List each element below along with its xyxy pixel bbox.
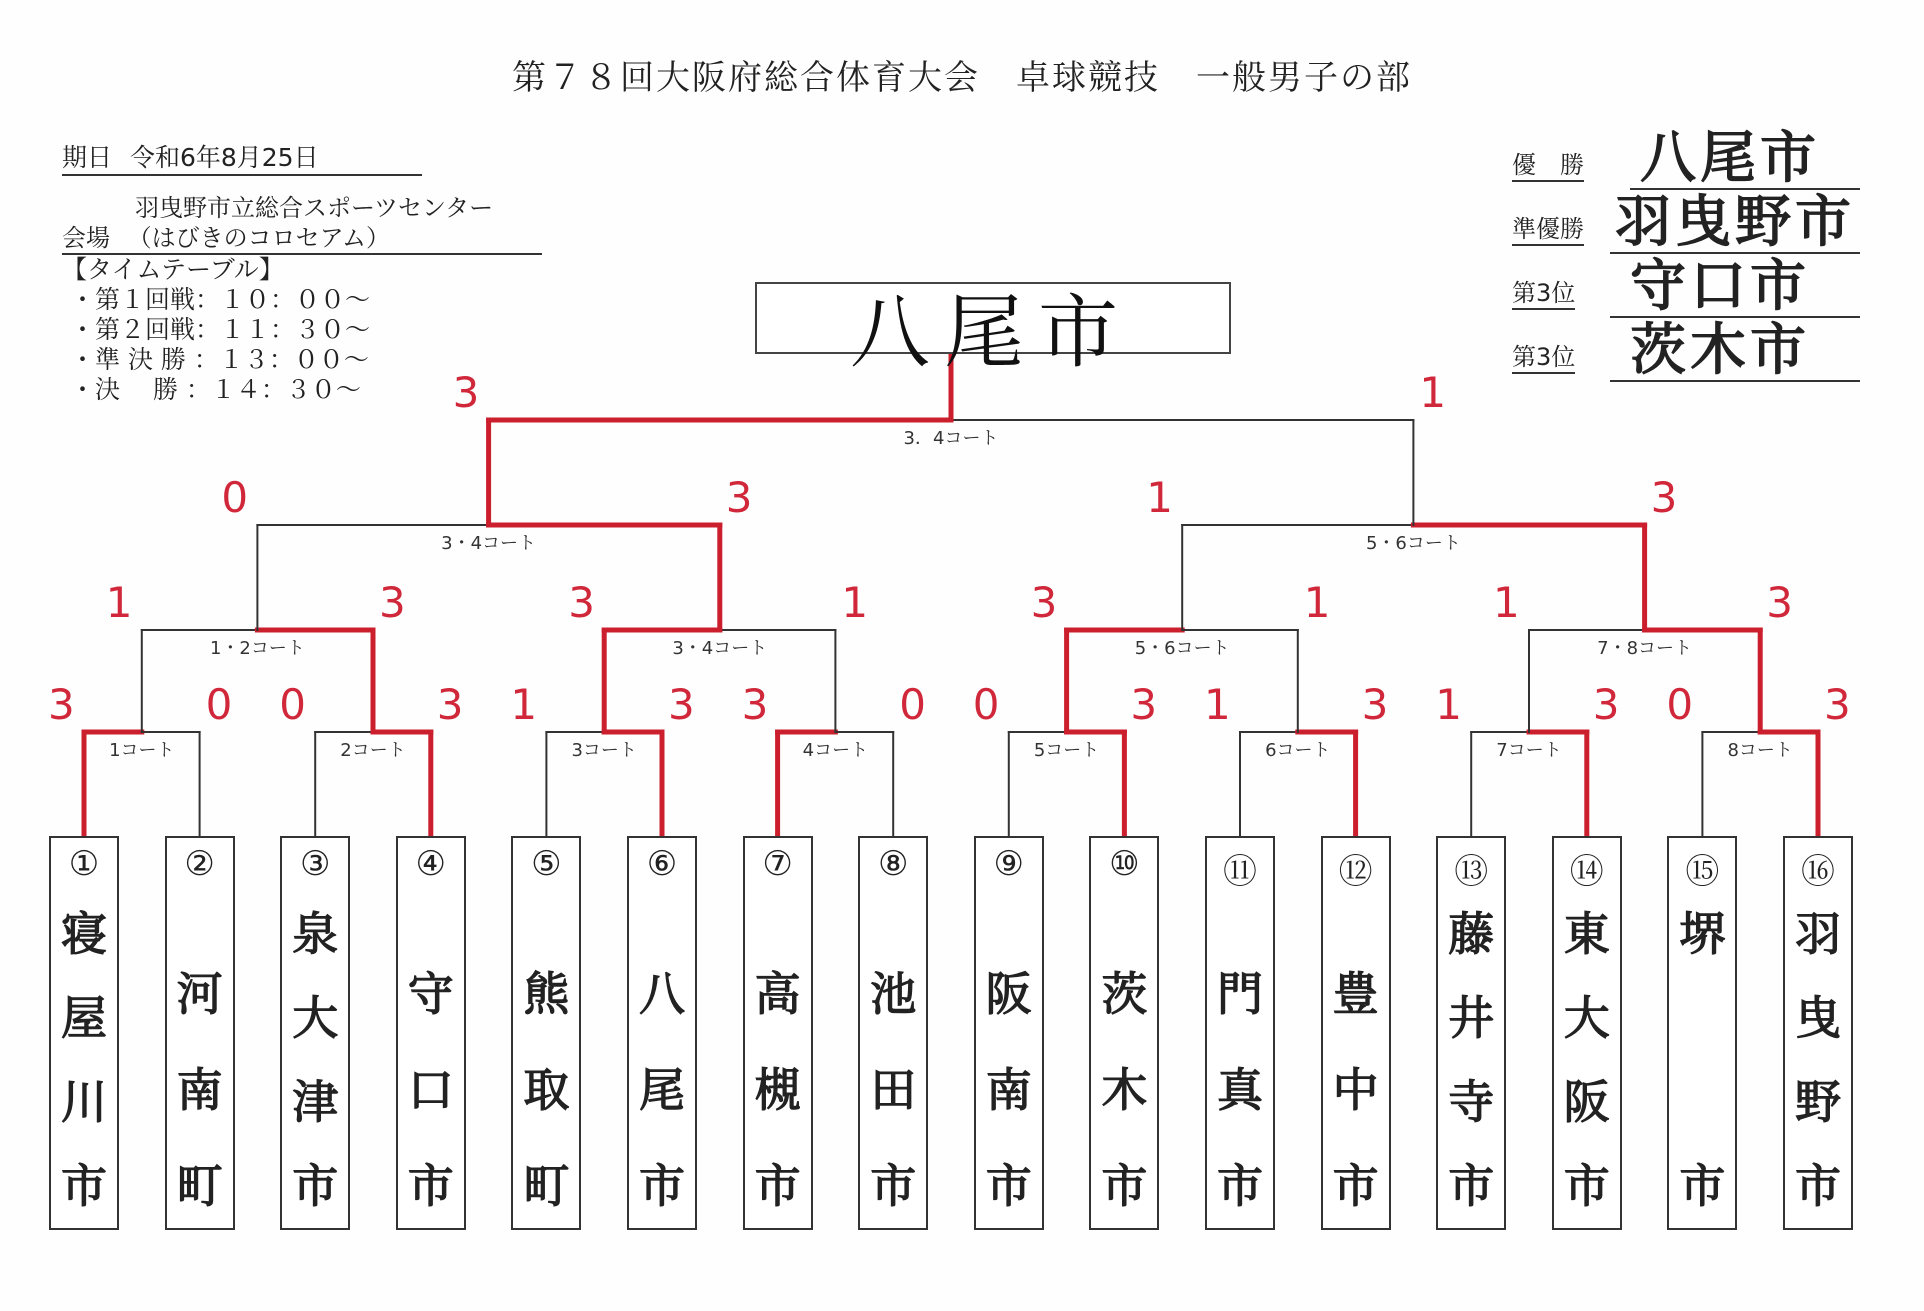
score-left: 1 <box>1493 578 1520 627</box>
team-box <box>511 836 581 1230</box>
team-number: ⑫ <box>1338 852 1373 892</box>
team-name-char: 取 <box>523 1062 570 1117</box>
team-name-char: 市 <box>1217 1158 1263 1213</box>
team-name-char: 尾 <box>639 1062 685 1117</box>
team-name-char: 河 <box>176 967 223 1021</box>
score-right: 1 <box>841 578 869 627</box>
team-name-char: 川 <box>61 1074 107 1129</box>
team-name-char: 田 <box>870 1062 917 1117</box>
team-number: ⑩ <box>1109 844 1140 884</box>
team-number: ⑥ <box>646 844 678 884</box>
team-box <box>743 836 813 1230</box>
team-name-char: 南 <box>985 1062 1032 1117</box>
team-name-char: 堺 <box>1679 907 1726 961</box>
team-name-char: 阪 <box>985 967 1032 1021</box>
score-right: 3 <box>725 473 753 522</box>
court-label: 5・6コート <box>1365 533 1461 554</box>
team-number: ⑨ <box>993 844 1025 884</box>
score-right: 3 <box>1361 680 1389 729</box>
score-left: 1 <box>105 578 133 627</box>
score-left: 3 <box>48 680 75 729</box>
team-name-char: 市 <box>407 1158 454 1213</box>
score-left: 1 <box>510 680 538 729</box>
court-label: 3コート <box>571 740 637 761</box>
score-left: 3 <box>741 680 769 729</box>
team-name-char: 高 <box>754 967 801 1021</box>
team-name-char: 豊 <box>1332 967 1379 1021</box>
team-number: ⑪ <box>1223 852 1257 892</box>
result-label: 第3位 <box>1512 273 1575 310</box>
court-label: 8コート <box>1727 740 1793 761</box>
page-title: 第７８回大阪府総合体育大会 卓球競技 一般男子の部 <box>512 58 1412 98</box>
team-name-char: 市 <box>61 1158 107 1213</box>
team-number: ① <box>68 844 100 884</box>
team-name-char: 大 <box>1563 990 1610 1045</box>
team-number: ⑬ <box>1454 852 1489 892</box>
team-name-char: 市 <box>985 1158 1032 1213</box>
team-name-char: 屋 <box>61 990 107 1045</box>
court-label: 7・8コート <box>1597 638 1693 659</box>
score-right: 3 <box>1130 680 1158 729</box>
court-label: 1コート <box>109 740 175 761</box>
score-left: 3 <box>1030 578 1058 627</box>
team-name-char: 茨 <box>1101 967 1148 1021</box>
team-name-char: 市 <box>870 1158 917 1213</box>
court-label: 3．4コート <box>903 428 999 449</box>
team-name-char: 井 <box>1448 990 1495 1045</box>
team-box <box>49 836 119 1230</box>
score-left: 3 <box>452 368 480 417</box>
timetable-row: ・第２回戦：１１：３０〜 <box>70 315 371 344</box>
score-right: 3 <box>1592 680 1620 729</box>
score-left: 3 <box>568 578 595 627</box>
team-name-char: 木 <box>1101 1062 1148 1117</box>
team-name-char: 市 <box>1795 1158 1841 1213</box>
result-label: 準優勝 <box>1512 209 1584 246</box>
team-box <box>1783 836 1853 1230</box>
team-name-char: 泉 <box>292 907 339 961</box>
score-left: 1 <box>1435 680 1462 729</box>
team-name-char: 市 <box>754 1158 801 1213</box>
team-name-char: 町 <box>523 1158 570 1213</box>
champion-name: 八尾市 <box>850 286 1132 379</box>
team-box <box>1321 836 1391 1230</box>
team-box <box>396 836 466 1230</box>
team-number: ⑯ <box>1801 852 1835 892</box>
score-right: 3 <box>1824 680 1851 729</box>
date-label: 期日 <box>62 143 113 172</box>
score-left: 0 <box>1666 680 1694 729</box>
timetable-heading: 【タイムテーブル】 <box>62 255 284 284</box>
team-box <box>1436 836 1506 1230</box>
timetable-row: ・決 勝 ：１４：３０〜 <box>70 375 361 404</box>
court-label: 6コート <box>1265 740 1331 761</box>
team-box <box>858 836 928 1230</box>
team-name-char: 東 <box>1563 907 1610 961</box>
team-name-char: 津 <box>292 1074 339 1129</box>
score-right: 3 <box>1650 473 1678 522</box>
timetable-row: ・準 決 勝 ：１３：００〜 <box>70 345 369 374</box>
team-name-char: 寺 <box>1448 1074 1495 1129</box>
team-name-char: 池 <box>870 967 917 1021</box>
score-left: 1 <box>1146 473 1173 522</box>
team-name-char: 八 <box>639 967 685 1021</box>
venue-line2: （はびきのコロセアム） <box>127 224 390 252</box>
team-name-char: 市 <box>639 1158 685 1213</box>
team-name-char: 市 <box>1679 1158 1726 1213</box>
venue-label: 会場 <box>62 224 110 252</box>
team-number: ⑧ <box>877 844 909 884</box>
team-box <box>280 836 350 1230</box>
team-box <box>627 836 697 1230</box>
team-name-char: 熊 <box>523 967 570 1021</box>
score-right: 3 <box>668 680 695 729</box>
team-box <box>1089 836 1159 1230</box>
result-name: 羽曳野市 <box>1615 190 1855 255</box>
court-label: 5コート <box>1033 740 1100 761</box>
timetable-row: ・第１回戦：１０：００〜 <box>70 285 371 314</box>
team-box <box>165 836 235 1230</box>
result-name: 八尾市 <box>1640 126 1820 191</box>
court-label: 5・6コート <box>1134 638 1230 659</box>
court-label: 3・4コート <box>672 638 768 659</box>
team-name-char: 門 <box>1217 967 1263 1021</box>
result-name: 茨木市 <box>1630 318 1810 383</box>
team-name-char: 守 <box>407 967 454 1021</box>
team-number: ⑦ <box>762 844 793 884</box>
team-name-char: 槻 <box>754 1062 801 1117</box>
court-label: 4コート <box>802 740 869 761</box>
team-box <box>1552 836 1622 1230</box>
court-label: 7コート <box>1496 740 1562 761</box>
result-name: 守口市 <box>1630 254 1810 319</box>
team-name-char: 大 <box>292 990 339 1045</box>
score-right: 0 <box>205 680 233 729</box>
team-name-char: 真 <box>1217 1062 1263 1117</box>
team-name-char: 市 <box>1563 1158 1610 1213</box>
team-number: ② <box>184 844 215 884</box>
score-right: 0 <box>899 680 926 729</box>
team-name-char: 市 <box>292 1158 339 1213</box>
team-name-char: 市 <box>1332 1158 1379 1213</box>
score-left: 0 <box>221 473 249 522</box>
score-right: 3 <box>436 680 464 729</box>
team-box <box>974 836 1044 1230</box>
team-number: ⑭ <box>1569 852 1604 892</box>
team-number: ③ <box>299 844 331 884</box>
team-name-char: 市 <box>1448 1158 1495 1213</box>
team-name-char: 寝 <box>61 907 107 961</box>
score-left: 1 <box>1204 680 1231 729</box>
score-left: 0 <box>279 680 306 729</box>
date-value: 令和6年8月25日 <box>129 143 319 172</box>
team-name-char: 野 <box>1795 1074 1841 1129</box>
score-right: 1 <box>1419 368 1447 417</box>
team-name-char: 羽 <box>1795 907 1841 961</box>
court-label: 1・2コート <box>209 638 305 659</box>
team-name-char: 町 <box>176 1158 223 1213</box>
team-name-char: 阪 <box>1563 1074 1610 1129</box>
team-name-char: 市 <box>1101 1158 1148 1213</box>
team-name-char: 曳 <box>1795 990 1841 1045</box>
team-number: ⑮ <box>1685 852 1720 892</box>
result-label: 第3位 <box>1512 337 1575 374</box>
court-label: 2コート <box>340 740 406 761</box>
score-left: 0 <box>972 680 1000 729</box>
team-name-char: 南 <box>176 1062 223 1117</box>
team-number: ④ <box>415 844 447 884</box>
court-label: 3・4コート <box>441 533 537 554</box>
score-right: 3 <box>1766 578 1793 627</box>
team-box <box>1667 836 1737 1230</box>
result-label: 優 勝 <box>1512 145 1584 182</box>
score-right: 3 <box>379 578 406 627</box>
score-right: 1 <box>1303 578 1331 627</box>
team-name-char: 藤 <box>1448 907 1495 961</box>
team-box <box>1205 836 1275 1230</box>
team-name-char: 口 <box>407 1062 454 1117</box>
venue-line1: 羽曳野市立総合スポーツセンター <box>135 194 494 222</box>
team-name-char: 中 <box>1332 1062 1379 1117</box>
team-number: ⑤ <box>531 844 562 884</box>
